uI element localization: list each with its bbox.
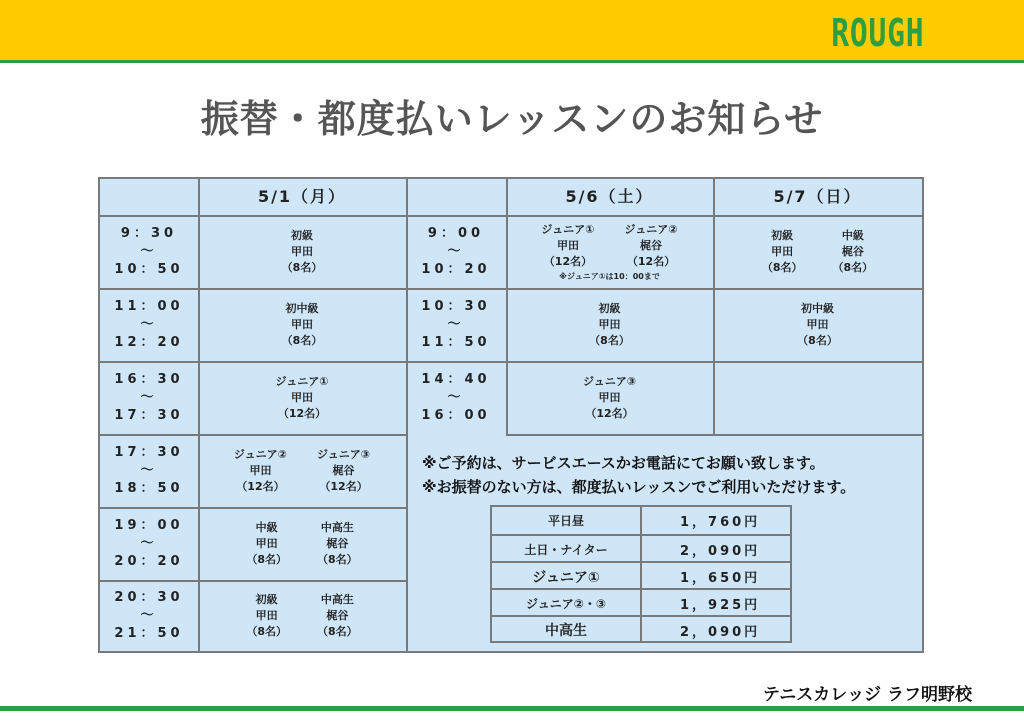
lesson-line: 梶谷 xyxy=(841,244,864,258)
time-text: 21：50 xyxy=(114,625,184,641)
lesson-line: 初中級 xyxy=(285,301,319,315)
lesson-class xyxy=(762,228,803,276)
price-row xyxy=(492,615,790,643)
lesson-class xyxy=(246,592,287,640)
lesson-line: 初中級 xyxy=(801,301,834,315)
lesson-cell-may1 xyxy=(198,507,406,580)
lesson-line: （8名） xyxy=(317,552,358,566)
time-text: 10：20 xyxy=(421,261,491,277)
lesson-line: 中級 xyxy=(255,520,278,534)
price-table xyxy=(490,505,792,643)
lesson-cell-may6 xyxy=(506,288,713,361)
lesson-line: ジュニア② xyxy=(233,447,287,461)
price-value: 1，925円 xyxy=(680,598,761,613)
lesson-line: 甲田 xyxy=(291,390,313,404)
time-text: 〜 xyxy=(140,316,158,332)
lesson-line: ジュニア① xyxy=(275,374,329,388)
lesson-line: 甲田 xyxy=(598,390,621,404)
lesson-line: 甲田 xyxy=(291,317,313,331)
lesson-line: 梶谷 xyxy=(326,608,349,622)
price-row xyxy=(492,507,790,534)
date-header-may1: 5/1（月） xyxy=(257,187,347,206)
price-label: 平日昼 xyxy=(492,507,642,534)
lesson-line: 甲田 xyxy=(249,463,272,477)
time-slot xyxy=(100,580,198,651)
lesson-class xyxy=(317,592,358,640)
lesson-cell-may6 xyxy=(506,215,713,288)
time-text: 16：30 xyxy=(114,371,184,387)
lesson-cell-may6 xyxy=(506,361,713,434)
price-value: 1，650円 xyxy=(680,571,761,586)
lesson-cell-may1 xyxy=(198,580,406,651)
rough-logo: ROUGH xyxy=(830,11,924,55)
time-text: 14：40 xyxy=(421,371,491,387)
lesson-line: （8名） xyxy=(761,260,803,274)
time-text: 16：00 xyxy=(421,407,491,423)
time-slot xyxy=(100,507,198,580)
time-text: 12：20 xyxy=(114,334,184,350)
page-title: 振替・都度払いレッスンのお知らせ xyxy=(200,97,824,141)
lesson-line: （12名） xyxy=(585,406,634,420)
lesson-line: 梶谷 xyxy=(640,238,663,252)
time-text: 〜 xyxy=(447,243,465,259)
time-text: 20：30 xyxy=(114,589,184,605)
lesson-line: 甲田 xyxy=(556,238,579,252)
lesson-line: 甲田 xyxy=(806,317,829,331)
lesson-line: （12名） xyxy=(236,479,285,493)
lesson-class xyxy=(541,222,594,270)
price-label: ジュニア① xyxy=(492,563,642,590)
lesson-line: ジュニア③ xyxy=(582,374,637,388)
price-value: 1，760円 xyxy=(680,515,761,530)
lesson-line: （8名） xyxy=(281,333,323,347)
lesson-cell-may1 xyxy=(198,434,406,507)
lesson-line: 梶谷 xyxy=(326,536,349,550)
lesson-line: 甲田 xyxy=(771,244,794,258)
lesson-cell-may7 xyxy=(713,361,922,434)
time-slot xyxy=(100,434,198,507)
lesson-line: 中高生 xyxy=(320,592,354,606)
lesson-line: （8名） xyxy=(281,260,323,274)
lesson-line: 初級 xyxy=(291,228,313,242)
lesson-line: 初級 xyxy=(255,592,278,606)
price-label: ジュニア②・③ xyxy=(492,590,642,617)
lesson-class xyxy=(234,447,287,495)
lesson-line: 初級 xyxy=(598,301,621,315)
price-row xyxy=(492,561,790,590)
time-text: 11：50 xyxy=(421,334,491,350)
lesson-cell-may1 xyxy=(198,288,406,361)
time-text: 〜 xyxy=(447,389,465,405)
lesson-class xyxy=(317,447,370,495)
time-slot xyxy=(100,288,198,361)
lesson-cell-may1 xyxy=(198,361,406,434)
lesson-pair xyxy=(246,520,357,568)
info-line-reservation: ※ご予約は、サービスエースかお電話にてお願い致します。 xyxy=(422,454,825,472)
footer-bar xyxy=(0,706,1024,711)
lesson-pair xyxy=(246,592,357,640)
info-notes xyxy=(422,451,855,499)
time-slot xyxy=(100,215,198,288)
time-slot xyxy=(406,288,506,361)
time-text: 〜 xyxy=(140,462,158,478)
lesson-line: （8名） xyxy=(797,333,838,347)
lesson-line: （8名） xyxy=(832,260,874,274)
lesson-line: ジュニア① xyxy=(541,222,595,236)
time-text: 17：30 xyxy=(114,444,184,460)
lesson-pair xyxy=(234,447,370,495)
date-header-may6: 5/6（土） xyxy=(565,187,654,206)
time-text: 〜 xyxy=(447,316,465,332)
time-text: 10：30 xyxy=(421,298,491,314)
lesson-note: ※ジュニア①は10：00まで xyxy=(559,271,660,281)
lesson-class xyxy=(833,228,874,276)
price-label: 土日・ナイター xyxy=(492,536,642,563)
lesson-line: 甲田 xyxy=(255,536,278,550)
lesson-line: 甲田 xyxy=(255,608,278,622)
lesson-line: ジュニア② xyxy=(624,222,678,236)
time-text: 19：00 xyxy=(114,517,184,533)
lesson-line: 中高生 xyxy=(320,520,354,534)
lesson-line: 初級 xyxy=(771,228,794,242)
price-value: 2，090円 xyxy=(680,624,761,640)
lesson-line: （12名） xyxy=(277,406,327,420)
school-name: テニスカレッジ ラフ明野校 xyxy=(762,685,972,705)
time-text: 9：30 xyxy=(120,225,178,241)
lesson-line: （8名） xyxy=(589,333,630,347)
lesson-line: 中級 xyxy=(841,228,864,242)
lesson-line: （12名） xyxy=(626,254,676,268)
lesson-class xyxy=(246,520,287,568)
time-text: 18：50 xyxy=(114,480,184,496)
lesson-pair xyxy=(762,228,873,276)
info-line-payment: ※お振替のない方は、都度払いレッスンでご利用いただけます。 xyxy=(422,478,856,496)
price-row xyxy=(492,588,790,617)
lesson-class xyxy=(317,520,358,568)
time-text: 〜 xyxy=(140,535,158,551)
lesson-cell-may1 xyxy=(198,215,406,288)
grid-row-divider xyxy=(506,434,922,436)
lesson-line: ジュニア③ xyxy=(317,447,371,461)
lesson-cell-may7 xyxy=(713,288,922,361)
time-text: 9：00 xyxy=(427,225,485,241)
lesson-line: （12名） xyxy=(319,479,368,493)
time-slot xyxy=(406,215,506,288)
time-text: 17：30 xyxy=(114,407,184,423)
price-row xyxy=(492,534,790,563)
lesson-line: 甲田 xyxy=(291,244,313,258)
lesson-pair xyxy=(541,222,677,270)
lesson-line: （8名） xyxy=(246,624,287,638)
lesson-line: 梶谷 xyxy=(332,463,355,477)
price-value: 2，090円 xyxy=(680,544,761,559)
time-text: 10：50 xyxy=(114,261,184,277)
time-text: 11：00 xyxy=(114,298,184,314)
header-bar xyxy=(0,0,1024,63)
lesson-line: 甲田 xyxy=(598,317,621,331)
time-text: 20：20 xyxy=(114,553,184,569)
lesson-line: （8名） xyxy=(246,552,287,566)
time-slot xyxy=(406,361,506,434)
lesson-cell-may7 xyxy=(713,215,922,288)
date-header-may7: 5/7（日） xyxy=(773,187,862,206)
price-label: 中高生 xyxy=(492,617,642,643)
lesson-class xyxy=(625,222,678,270)
time-text: 〜 xyxy=(140,607,158,623)
time-slot xyxy=(100,361,198,434)
time-text: 〜 xyxy=(140,389,158,405)
lesson-line: （12名） xyxy=(543,254,593,268)
time-text: 〜 xyxy=(140,243,158,259)
lesson-line: （8名） xyxy=(317,624,358,638)
